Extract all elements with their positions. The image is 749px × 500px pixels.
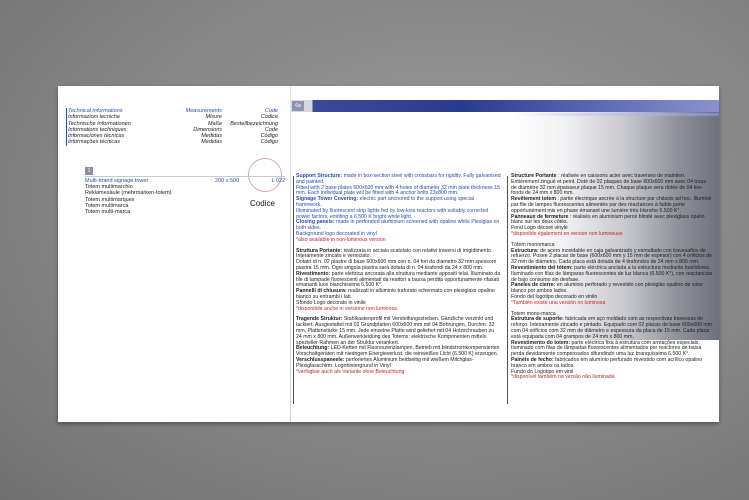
availability-note: *disponível também na versão não iluminada (511, 374, 615, 381)
legend-cell: Bestellbezeichnung (230, 120, 278, 127)
header-stripe (291, 100, 719, 112)
spec-text: LED-Ketten mit Fluoreszenzlampen, Betrieb mit blindstromkompensierten Vorschaltgeräten mit niedrigem Energieverlust, die reinweißes Licht (6.500 K) erzeugen. (296, 345, 500, 358)
spec-heading: Revestimento do totem: (511, 339, 571, 346)
product-translation: Reklamesäule (mehrmarken-totem) (85, 190, 172, 197)
spec-text: Background logo decorated in vinyl (296, 230, 377, 237)
french-block (511, 174, 713, 238)
spec-text: Dotato di n. 02 piastre di base 600x600 mm con n. 04 fori da diametro 32 mm spessore piastra 15 mm. Ogni singola piastra sarà dotata di n. 04 tirafondi da 24 x 800 mm. (296, 259, 497, 271)
spanish-block (511, 243, 713, 307)
spec-heading: Structure Portante (511, 173, 557, 179)
portuguese-block (511, 312, 713, 382)
spec-text: parte elettrica ancorata alla struttura mediante appositi telai. Illuminato da file di tampade fluorescenti alimentati da reattori a bassa perdita opportunamente rifasati emananti luce bianchissima 6.500 K°. (296, 270, 501, 289)
codice-label: Codice (250, 199, 275, 208)
availability-note: *verfügbar auch als Variante ohne Beleuchtung (296, 368, 405, 375)
legend-cell: Misure (205, 114, 222, 121)
language-title: Tótem monomarca (511, 241, 555, 248)
legend-header-info: Technical informations (68, 108, 123, 114)
product-entry (85, 178, 285, 215)
spec-heading: Closing panels: (296, 219, 335, 226)
spec-text: made in box-section steel with crossbars for rigidity. Fully galvanised and painted. (296, 173, 501, 185)
spec-heading: Paneles de cierre: (511, 282, 556, 289)
legend-cell: Código (260, 133, 278, 140)
spec-text: Stahlkastenprofil mit Versteifungsstreben. Gänzliche verzinkt und lackiert. Ausgestattet mit 02 Grundplatten 600x600 mm mit 04 Bohrungen, Durchm. 32 mm, Plattenstärke 15 mm. Jede einzelne Platte wird geliefert mit 04 Holzschrauben zu 24 mm x 800 mm. Außenverkleidung des Totems: elektrische Komponenten mittels spezieller Rahmen an der Struktur verankert. (296, 316, 495, 346)
spec-text: en aluminio perforado y revestido con plexiglás opalino de color blanco por ambos lados. (511, 282, 704, 295)
section-rule (85, 176, 285, 177)
spec-text: : partie électrique ancrée à la structure par châssis ad hoc. Illuminé par file de lampes fluorescentes alimentés par des réactances à faible perte opportunément mis en phase émanant une lumière très blanche 6.500 K°. (511, 196, 712, 214)
spec-text: de acero inoxidable en caja galvanizado y esmaltado con travesaños de refuerzo. Posee 2 placas de base (600x600 mm y 15 mm de espesor) con 4 orificios de 32 mm de diámetro. Cada placa está dotada de 4 tirafondos de 24 mm x 800 mm. (511, 247, 712, 266)
spec-text: Fond Logo décoré vinyle (511, 225, 568, 232)
legend-cell: Codice (260, 114, 278, 121)
spec-heading: Panneaux de fermeture (511, 213, 569, 220)
spec-heading: Estructura: (511, 247, 539, 254)
legend-cell: Dimensions (193, 126, 222, 133)
legend-cell: Technische Informationen (68, 120, 131, 127)
spec-heading: Revestimiento del tótem: (511, 264, 573, 271)
legend-cell: Código (260, 139, 278, 146)
spec-heading: Rivestimento: (296, 270, 331, 277)
italian-block (296, 249, 501, 313)
spec-text: fabricada em aço moldado com as respectivas travessas de reforço. Inteiramente zincado e pintado. Equipado com 02 placas de base 600x600 mm com 04 orifícios com 32 mm de diâmetro e espessura da placa de 15 mm. Cada placa está equipada com 04 grampos de 24 mm x 800 mm. (511, 316, 712, 340)
legend-cell: Medidas (201, 139, 222, 146)
description-column-2 (511, 174, 713, 386)
header-stripe-thin (514, 113, 719, 116)
language-title: Totem mono-marca (511, 310, 556, 317)
spec-text: Fondo del logotipo decorado en vinilo (511, 293, 598, 300)
legend-cell: Medidas (201, 133, 222, 140)
spec-heading: Verschlusspaneele: (296, 356, 345, 363)
description-column-1 (296, 174, 501, 380)
spec-text: : réalisés en aluminium percé blindé avec plexiglass opalin blanc sur les deux côtés. (511, 213, 705, 226)
availability-note: *También existe una versión no luminosa (511, 299, 606, 306)
spec-heading: Revêtement totem (511, 196, 556, 203)
product-name: Multi-brand signage tower (85, 178, 149, 184)
spec-text: parte eléctrica anclada a la estructura mediante bastidores. Iluminado con filas de lámparas fluorescentes de luz blanca (6.500 K°), con reactancias de bajo consumo sin desfase. (511, 264, 713, 283)
legend-header-code: Code (264, 108, 278, 114)
product-translation: Totem multimarques (85, 196, 135, 203)
spec-heading: Painéis de fecho: (511, 356, 554, 363)
product-code: L 022 (271, 178, 285, 184)
spec-text: Illuminated by fluorescent strip lights fed by low-loss reactors with suitably corrected power factors, emitting a 6,500 K bright white light. (296, 207, 489, 220)
legend-header-measurements: Measurements (185, 108, 222, 114)
spec-heading: Pannelli di chiusura: (296, 288, 347, 295)
spec-heading: Tragende Struktur: (296, 316, 343, 323)
spec-text: realizzata in acciaio scatolato con relativi traversi di irrigidimento. Interamente zincato e verniciato. (296, 247, 493, 260)
section-number-badge: 1 (85, 167, 93, 175)
legend-row (68, 139, 278, 145)
spec-heading: Signage Tower Covering: (296, 196, 359, 203)
legend-cell: Informaciones técnicas (68, 133, 125, 140)
legend-table (68, 108, 278, 146)
availability-note: *disponibile anche in versione non luminosa (296, 305, 397, 312)
spec-heading: Struttura Portante: (296, 247, 343, 254)
spec-heading: Beleuchtung: (296, 345, 330, 352)
product-translation: Totem multimarchio (85, 184, 133, 191)
spec-heading: Support Structure: (296, 173, 343, 179)
spec-text: made in perforated aluminium screened with opaline white Plexiglas on both sides. (296, 219, 500, 232)
product-translation: Totem multi-marca (85, 209, 131, 216)
legend-cell: Informações técnicas (68, 139, 120, 146)
column-rule (507, 176, 508, 404)
spec-text: electric part anchored to the support using special framework. (296, 196, 475, 208)
legend-cell: Maße (207, 120, 222, 127)
spec-text: fabricados em alumínio perfurado revestido com acrílico opalino branco em ambos os lados. (511, 356, 703, 369)
column-rule (293, 176, 294, 404)
page-spine (290, 86, 291, 422)
german-block (296, 317, 501, 375)
english-block (296, 174, 501, 244)
spec-text: : réalisée en caissons acier avec traverses de maintien. Entièrement zingué et peint. Doté de 02 plaques de base 600x600 mm avec 04 trous de diamètre 32 mm épaisseur plaque 15 mm. Chaque plaque sera dotée de 04 tire-fonds de 24 mm x 800 mm. (511, 173, 706, 197)
spec-text: parte eléctrica fixa à estrutura com armações especiais. Iluminado com filas de lâmpadas fluorescentes alimentados por reactores de baixa perda devidamente compensados difundindo uma luz branquíssima 6.500 K°. (511, 339, 702, 358)
legend-cell: Informazioni tecniche (68, 114, 120, 121)
spec-text: perforiertes Aluminium beidseitig mit weißem Milchglas-Plexiglasschirm. Logohintergrund in Vinyl (296, 356, 474, 369)
legend-rule (66, 108, 67, 146)
availability-note: *disponible également en version non lumineuse (511, 230, 623, 237)
spec-text: realizzati in alluminio traforato schermato con plexiglass opalino bianco su entrambi i lati. (296, 288, 495, 300)
spec-text: Fundo do Logotipo em vinil (511, 368, 574, 375)
spec-text: Sfondo Logo decorato in vinile (296, 299, 366, 306)
availability-note: *also available in non-luminous version (296, 236, 386, 243)
page-tab: 6a (292, 101, 304, 111)
legend-cell: Code (264, 126, 278, 133)
spec-text: Fitted with 2 base plates 600x600 mm with 4 holes of diameter 32 mm plate thickness 15 mm. Each individual plate will be fitted with 4 anchor bolts 23x800 mm. (296, 184, 500, 197)
catalog-spread (58, 86, 719, 422)
product-size: 200 x 500 (215, 178, 240, 184)
legend-cell: Informations techniques (68, 126, 127, 133)
spec-heading: Estrutura de suporte: (511, 316, 564, 323)
product-translation: Totem multimarca (85, 202, 129, 209)
